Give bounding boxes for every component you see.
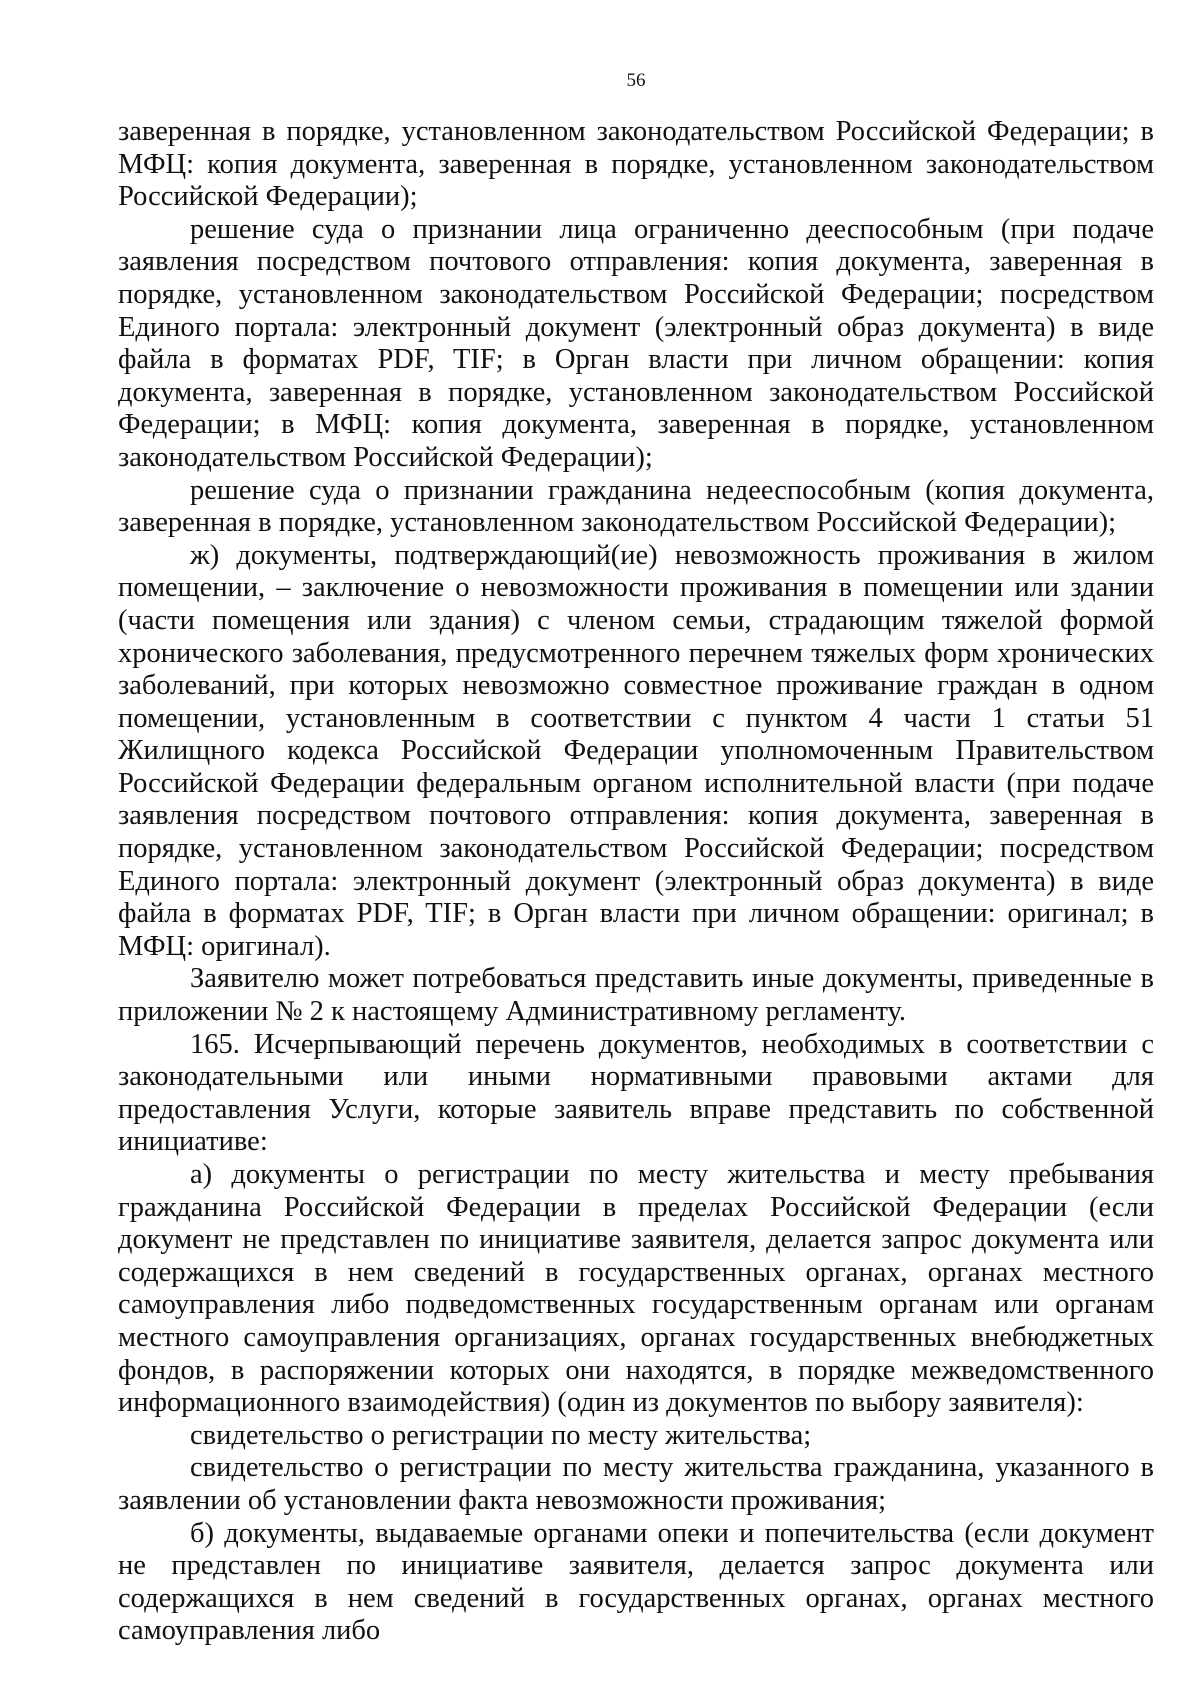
paragraph-registration-certificate-citizen: свидетельство о регистрации по месту жительства гражданина, указанного в заявлении об установлении факта невозможности проживания; [118, 1452, 1154, 1516]
page-number: 56 [626, 70, 646, 91]
paragraph-limited-capacity-court-decision: решение суда о признании лица ограниченно дееспособным (при подаче заявления посредством почтового отправления: копия документа, заверенная в порядке, установленном законодательством Российской Федерации; посредством Единого портала: электронный документ (электронный образ документа) в виде файла в форматах PDF, TIF; в Орган власти при личном обращении: копия документа, заверенная в порядке, установленном законодательством Российской Федерации; в МФЦ: копия документа, заверенная в порядке, установленном законодательством Российской Федерации); [118, 213, 1154, 473]
paragraph-item-b: б) документы, выдаваемые органами опеки и попечительства (если документ не представлен по инициативе заявителя, делается запрос документа или содержащихся в нем сведений в государственных органах, органах местного самоуправления либо [118, 1517, 1154, 1647]
paragraph-registration-certificate: свидетельство о регистрации по месту жительства; [190, 1419, 812, 1451]
document-body [118, 116, 1154, 1648]
paragraph-165: 165. Исчерпывающий перечень документов, необходимых в соответствии с законодательными или иными нормативными правовыми актами для предоставления Услуги, которые заявитель вправе представить по собственной инициативе: [118, 1028, 1154, 1158]
paragraph-other-documents: Заявителю может потребоваться представить иные документы, приведенные в приложении № 2 к настоящему Административному регламенту. [118, 963, 1154, 1028]
paragraph-item-zh: ж) документы, подтверждающий(ие) невозможность проживания в жилом помещении, – заключение о невозможности проживания в помещении или здании (части помещения или здания) с членом семьи, страдающим тяжелой формой хронического заболевания, предусмотренного перечнем тяжелых форм хронических заболеваний, при которых невозможно совместное проживание граждан в одном помещении, установленным в соответствии с пунктом 4 части 1 статьи 51 Жилищного кодекса Российской Федерации уполномоченным Правительством Российской Федерации федеральным органом исполнительной власти (при подаче заявления посредством почтового отправления: копия документа, заверенная в порядке, установленном законодательством Российской Федерации; посредством Единого портала: электронный документ (электронный образ документа) в виде файла в форматах PDF, TIF; в Орган власти при личном обращении: оригинал; в МФЦ: оригинал). [118, 539, 1154, 962]
paragraph-incapacity-court-decision: решение суда о признании гражданина недееспособным (копия документа, заверенная в порядке, установленном законодательством Российской Федерации); [118, 474, 1154, 539]
paragraph-item-a: а) документы о регистрации по месту жительства и месту пребывания гражданина Российской Федерации в пределах Российской Федерации (если документ не представлен по инициативе заявителя, делается запрос документа или содержащихся в нем сведений в государственных органах, органах местного самоуправления либо подведомственных государственным органам или органам местного самоуправления организациях, органах государственных внебюджетных фондов, в распоряжении которых они находятся, в порядке межведомственного информационного взаимодействия) (один из документов по выбору заявителя): [118, 1159, 1154, 1419]
paragraph-continuation: заверенная в порядке, установленном законодательством Российской Федерации; в МФЦ: копия документа, заверенная в порядке, установленном законодательством Российской Федерации); [118, 116, 1154, 213]
